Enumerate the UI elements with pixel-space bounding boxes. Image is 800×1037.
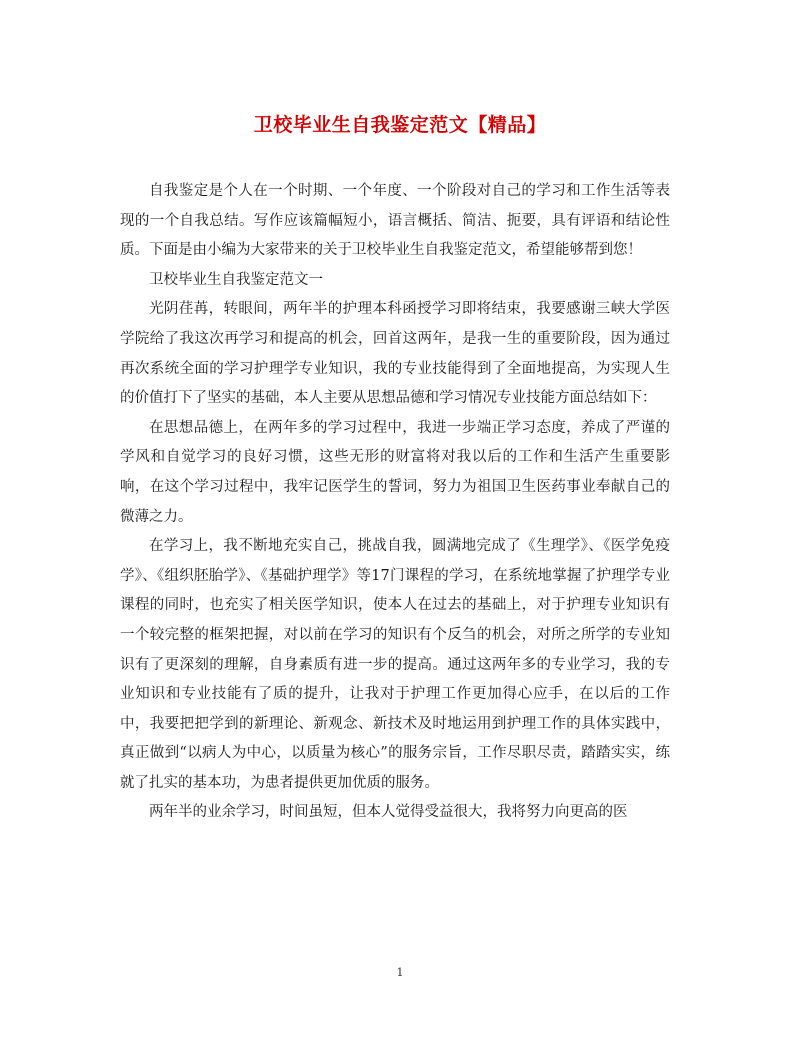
section-heading: 卫校毕业生自我鉴定范文一 [149,271,323,288]
paragraph-moral-character: 在思想品德上，在两年多的学习过程中，我进一步端正学习态度，养成了严谨的学风和自觉学习的良好习惯，这些无形的财富将对我以后的工作和生活产生重要影响，在这个学习过程中，我牢记医学生的誓词，努力为祖国卫生医药事业奉献自己的微薄之力。 [120,419,670,525]
document-title: 卫校毕业生自我鉴定范文【精品】 [253,114,547,136]
page-number: 1 [396,966,404,979]
paragraph-study: 在学习上，我不断地充实自己，挑战自我，圆满地完成了《生理学》、《医学免疫学》、《组织胚胎学》、《基础护理学》等17门课程的学习，在系统地掌握了护理学专业课程的同时，也充实了相关医学知识，使本人在过去的基础上，对于护理专业知识有一个较完整的框架把握，对以前在学习的知识有个反刍的机会，对所之所学的专业知识有了更深刻的理解，自身素质有进一步的提高。通过这两年多的专业学习，我的专业知识和专业技能有了质的提升，让我对于护理工作更加得心应手，在以后的工作中，我要把把学到的新理论、新观念、新技术及时地运用到护理工作的具体实践中，真正做到“以病人为中心，以质量为核心”的服务宗旨，工作尽职尽责，踏踏实实，练就了扎实的基本功，为患者提供更加优质的服务。 [120,538,670,791]
paragraph-closing: 两年半的业余学习，时间虽短，但本人觉得受益很大，我将努力向更高的医 [149,804,628,821]
paragraph-intro: 自我鉴定是个人在一个时期、一个年度、一个阶段对自己的学习和工作生活等表现的一个自我总结。写作应该篇幅短小，语言概括、简洁、扼要，具有评语和结论性质。下面是由小编为大家带来的关于卫校毕业生自我鉴定范文，希望能够帮到您！ [120,183,670,259]
paragraph-opening: 光阴荏苒，转眼间，两年半的护理本科函授学习即将结束，我要感谢三峡大学医学院给了我这次再学习和提高的机会，回首这两年，是我一生的重要阶段，因为通过再次系统全面的学习护理学专业知识，我的专业技能得到了全面地提高，为实现人生的价值打下了坚实的基础，本人主要从思想品德和学习情况专业技能方面总结如下： [120,301,670,407]
document-body [120,177,670,828]
